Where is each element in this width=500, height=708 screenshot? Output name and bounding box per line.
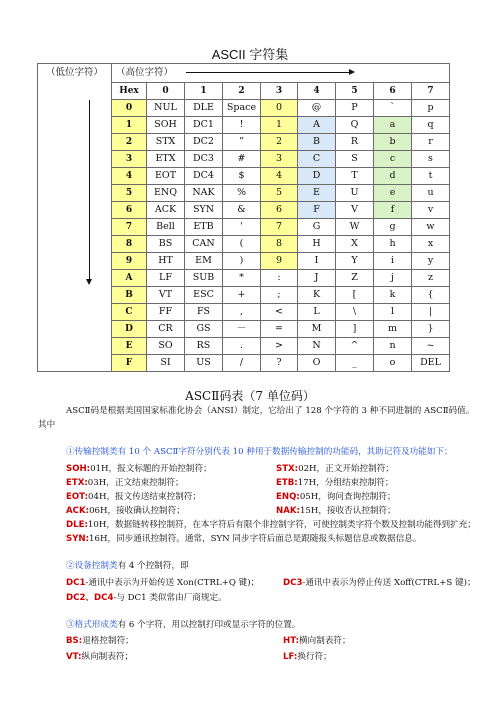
table-cell: RS [185,337,223,354]
row-header: 3 [112,150,147,167]
table-cell: DC4 [185,167,223,184]
list-item: VT:纵向制表符； [66,652,134,662]
table-cell: FS [185,303,223,320]
table-row [38,337,450,354]
table-cell: BS [147,235,185,252]
table-cell: ^ [336,337,374,354]
table-cell: c [374,150,412,167]
down-arrow-icon [89,100,90,280]
table-cell: % [223,184,261,201]
table-cell: . [223,337,261,354]
table-cell: R [336,133,374,150]
table-cell: ETB [185,218,223,235]
low-label-cell [38,64,112,83]
ascii-table [37,63,450,372]
row-header: 4 [112,167,147,184]
table-cell: EOT [147,167,185,184]
row-header: A [112,269,147,286]
table-row [38,201,450,218]
row-header: F [112,354,147,371]
table-cell: EM [185,252,223,269]
low-spacer [38,354,112,371]
table-row [38,286,450,303]
table-cell: x [412,235,450,252]
table-cell: d [374,167,412,184]
table-cell: q [412,116,450,133]
row-header: 9 [112,252,147,269]
table-header-row [38,82,450,99]
col-header: 4 [298,82,336,99]
col-header: 2 [223,82,261,99]
high-label-cell [112,64,450,83]
table-cell: SO [147,337,185,354]
table-cell: 0 [261,99,298,116]
table-cell: ENQ [147,184,185,201]
table-cell: g [374,218,412,235]
table-cell: z [412,269,450,286]
row-header: 7 [112,218,147,235]
table-cell: k [374,286,412,303]
low-spacer [38,320,112,337]
table-cell: ETX [147,150,185,167]
table-cell: < [261,303,298,320]
list-item: STX:02H，正文开始控制符； [276,464,394,474]
table-cell: Y [336,252,374,269]
intro-line-2: 其中 [38,420,56,430]
low-spacer [38,337,112,354]
table-row [38,303,450,320]
table-body [38,99,450,371]
list-item: DC1-通讯中表示为开始传送 Xon(CTRL+Q 键)； [66,578,260,588]
table-row [38,235,450,252]
table-cell: ACK [147,201,185,218]
hex-header: Hex [112,82,147,99]
table-cell: > [261,337,298,354]
list-item: ETX:03H，正文结束控制符； [66,478,184,488]
table-cell: 5 [261,184,298,201]
table-cell: VT [147,286,185,303]
table-high-label-row [38,64,450,83]
table-cell: 3 [261,150,298,167]
table-cell: y [412,252,450,269]
row-header: 5 [112,184,147,201]
list-item: SOH:01H，报文标题的开始控制符； [66,464,212,474]
table-cell: * [223,269,261,286]
table-cell: GS [185,320,223,337]
table-cell: r [412,133,450,150]
transfer-control-title: ①传输控制类有 10 个 ASCⅡ字符分别代表 10 种用于数据传输控制的功能码，其助记符及功能如下： [66,447,453,457]
table-cell: h [374,235,412,252]
table-cell: DEL [412,354,450,371]
table-cell: M [298,320,336,337]
table-cell: @ [298,99,336,116]
list-item: LF:换行符； [283,652,332,662]
table-row [38,354,450,371]
table-cell: － [223,320,261,337]
table-cell: ` [374,99,412,116]
list-item: ACK:06H，接收确认控制符； [66,506,185,516]
table-row [38,150,450,167]
table-cell: NAK [185,184,223,201]
table-cell: FF [147,303,185,320]
table-cell: K [298,286,336,303]
table-cell: 4 [261,167,298,184]
row-header: 8 [112,235,147,252]
table-cell: Bell [147,218,185,235]
row-header: 1 [112,116,147,133]
table-cell: ~ [412,337,450,354]
table-cell: p [412,99,450,116]
format-control-title: ③格式形成类有 6 个字符，用以控制打印或显示字符的位置。 [66,620,301,630]
row-header: 0 [112,99,147,116]
table-cell: V [336,201,374,218]
device-control-title: ②设备控制类有 4 个控制符，即 [66,561,189,571]
table-cell: 1 [261,116,298,133]
table-row [38,269,450,286]
list-item: EOT:04H，报文传送结束控制符； [66,492,201,502]
table-row [38,252,450,269]
col-header: 3 [261,82,298,99]
low-spacer [38,82,112,99]
table-cell: F [298,201,336,218]
table-cell: ESC [185,286,223,303]
table-cell: # [223,150,261,167]
row-header: E [112,337,147,354]
table-cell: I [298,252,336,269]
low-spacer [38,252,112,269]
table-cell: _ [336,354,374,371]
table-cell: , [223,303,261,320]
table-cell: ) [223,252,261,269]
table-row [38,218,450,235]
low-label: （低位字符） [45,67,103,78]
table-cell: + [223,286,261,303]
table-cell: u [412,184,450,201]
list-item: HT:横向制表符； [283,636,351,646]
table-cell: CR [147,320,185,337]
table-cell: Q [336,116,374,133]
table-cell: N [298,337,336,354]
list-item: NAK:15H，接收否认控制符； [276,506,396,516]
table-cell: S [336,150,374,167]
section-title: ASCⅡ码表（7 单位码） [185,389,315,403]
row-header: B [112,286,147,303]
low-spacer [38,99,112,116]
table-cell: STX [147,133,185,150]
table-cell: NUL [147,99,185,116]
table-cell: a [374,116,412,133]
right-arrow-icon [186,72,350,73]
table-cell: ] [336,320,374,337]
table-cell: : [261,269,298,286]
table-cell: HT [147,252,185,269]
table-cell: US [185,354,223,371]
list-item: DLE:10H，数据链转移控制符，在本字符后有限个非控制字符，可使控制类字符个数及控制功能得到扩充； [66,520,476,530]
table-cell: i [374,252,412,269]
table-cell: $ [223,167,261,184]
table-cell: P [336,99,374,116]
table-row [38,116,450,133]
table-cell: [ [336,286,374,303]
low-spacer [38,303,112,320]
table-cell: } [412,320,450,337]
low-spacer [38,269,112,286]
low-spacer [38,133,112,150]
table-cell: X [336,235,374,252]
table-row [38,184,450,201]
table-cell: ' [223,218,261,235]
table-cell: SI [147,354,185,371]
table-cell: B [298,133,336,150]
table-row [38,133,450,150]
table-row [38,320,450,337]
table-cell: e [374,184,412,201]
table-cell: DC2 [185,133,223,150]
col-header: 1 [185,82,223,99]
table-cell: b [374,133,412,150]
table-cell: s [412,150,450,167]
table-cell: \ [336,303,374,320]
table-cell: m [374,320,412,337]
table-cell: W [336,218,374,235]
low-spacer [38,286,112,303]
table-cell: O [298,354,336,371]
table-cell: 2 [261,133,298,150]
table-cell: 8 [261,235,298,252]
list-item: ENQ:05H，询问查询控制符； [276,492,396,502]
table-cell: L [298,303,336,320]
table-cell: ” [223,133,261,150]
table-cell: ! [223,116,261,133]
table-cell: v [412,201,450,218]
table-cell: LF [147,269,185,286]
table-cell: 7 [261,218,298,235]
table-cell: 6 [261,201,298,218]
table-cell: j [374,269,412,286]
table-cell: & [223,201,261,218]
table-cell: T [336,167,374,184]
table-cell: D [298,167,336,184]
table-cell: l [374,303,412,320]
table-cell: n [374,337,412,354]
list-item: DC2、DC4-与 DC1 类似常由厂商规定。 [66,593,227,603]
table-cell: = [261,320,298,337]
low-spacer [38,116,112,133]
row-header: D [112,320,147,337]
table-cell: J [298,269,336,286]
list-item: ETB:17H，分组结束控制符； [276,478,394,488]
table-row [38,167,450,184]
low-spacer [38,218,112,235]
table-cell: { [412,286,450,303]
col-header: 0 [147,82,185,99]
intro-line-1: ASCⅡ码是根据美国国家标准化协会（ANSI）制定，它给出了 128 个字符的 3 种不同进制的 ASCⅡ码值。 [66,406,475,416]
low-spacer [38,184,112,201]
table-cell: / [223,354,261,371]
low-spacer [38,235,112,252]
table-cell: f [374,201,412,218]
table-cell: w [412,218,450,235]
row-header: 2 [112,133,147,150]
table-cell: G [298,218,336,235]
table-cell: DC3 [185,150,223,167]
row-header: C [112,303,147,320]
table-cell: DC1 [185,116,223,133]
col-header: 6 [374,82,412,99]
table-cell: SYN [185,201,223,218]
high-label: （高位字符） [116,66,174,78]
low-spacer [38,150,112,167]
table-cell: SUB [185,269,223,286]
table-cell: E [298,184,336,201]
table-cell: A [298,116,336,133]
low-spacer [38,201,112,218]
row-header: 6 [112,201,147,218]
list-item: DC3-通讯中表示为停止传送 Xoff(CTRL+S 键)； [283,578,476,588]
table-cell: ( [223,235,261,252]
page-title: ASCII 字符集 [211,47,289,62]
table-cell: DLE [185,99,223,116]
list-item: SYN:16H，同步通讯控制符。通常，SYN 同步字符后面总是跟随报头标题信息或数据信息。 [66,534,422,544]
table-cell: SOH [147,116,185,133]
table-cell: | [412,303,450,320]
table-cell: ? [261,354,298,371]
col-header: 5 [336,82,374,99]
low-spacer [38,167,112,184]
table-row [38,99,450,116]
list-item: BS:退格控制符； [66,636,134,646]
table-cell: ; [261,286,298,303]
col-header: 7 [412,82,450,99]
table-cell: U [336,184,374,201]
table-cell: t [412,167,450,184]
table-cell: 9 [261,252,298,269]
table-cell: Z [336,269,374,286]
table-cell: o [374,354,412,371]
table-cell: CAN [185,235,223,252]
table-cell: C [298,150,336,167]
table-cell: Space [223,99,261,116]
table-cell: H [298,235,336,252]
